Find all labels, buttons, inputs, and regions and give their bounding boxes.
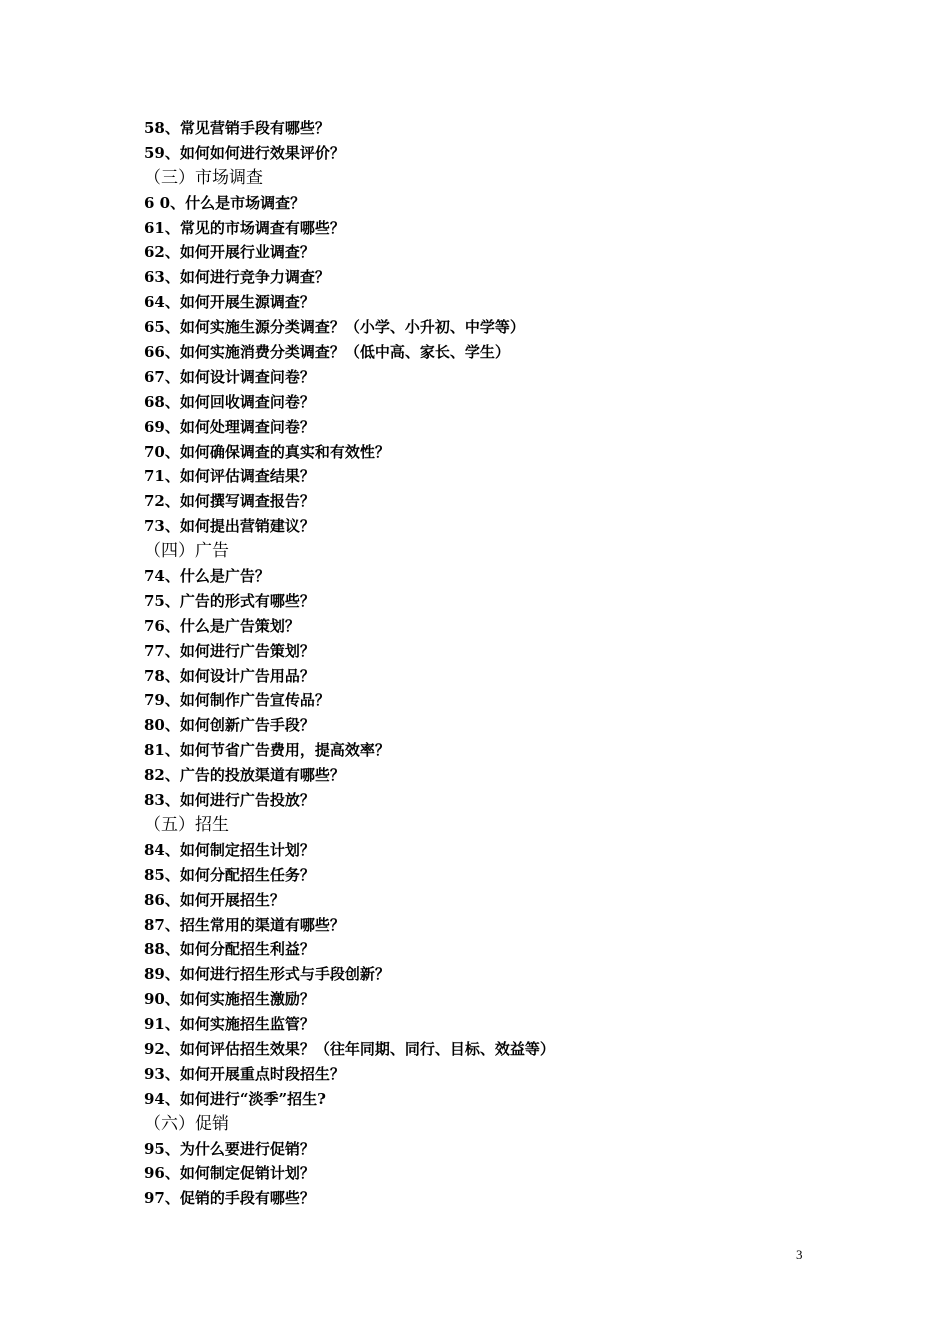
question-item: 92、如何评估招生效果？（往年同期、同行、目标、效益等） <box>144 1039 555 1058</box>
section-heading: （六）促销 <box>144 1113 229 1134</box>
question-item: 67、如何设计调查问卷？ <box>144 367 315 386</box>
question-item: 79、如何制作广告宣传品？ <box>144 691 330 710</box>
question-item: 94、如何进行“淡季”招生? <box>144 1089 326 1108</box>
question-item: 78、如何设计广告用品？ <box>144 666 315 685</box>
question-item: 86、如何开展招生？ <box>144 890 285 909</box>
section-heading: （四）广告 <box>144 541 229 562</box>
question-item: 87、招生常用的渠道有哪些？ <box>144 915 345 934</box>
question-item: 97、促销的手段有哪些？ <box>144 1189 315 1208</box>
question-list <box>144 116 844 1211</box>
question-item: 80、如何创新广告手段？ <box>144 716 315 735</box>
question-item: 81、如何节省广告费用，提高效率？ <box>144 741 390 760</box>
page-number: 3 <box>796 1247 803 1262</box>
question-item: 66、如何实施消费分类调查？（低中高、家长、学生） <box>144 343 510 362</box>
question-item: 93、如何开展重点时段招生？ <box>144 1064 345 1083</box>
question-item: 71、如何评估调查结果？ <box>144 467 315 486</box>
question-item: 88、如何分配招生利益？ <box>144 940 315 959</box>
question-item: 58、常见营销手段有哪些？ <box>144 119 330 137</box>
question-item: 6 0、什么是市场调查？ <box>144 193 306 212</box>
question-item: 82、广告的投放渠道有哪些？ <box>144 766 345 785</box>
section-heading: （五）招生 <box>144 814 229 835</box>
question-item: 89、如何进行招生形式与手段创新？ <box>144 965 390 984</box>
question-item: 64、如何开展生源调查？ <box>144 293 315 312</box>
question-item: 70、如何确保调查的真实和有效性？ <box>144 442 390 461</box>
section-heading: （三）市场调查 <box>144 167 263 188</box>
question-item: 59、如何如何进行效果评价？ <box>144 143 345 162</box>
question-item: 85、如何分配招生任务？ <box>144 865 315 884</box>
question-item: 63、如何进行竞争力调查？ <box>144 268 330 287</box>
question-item: 61、常见的市场调查有哪些？ <box>144 218 345 237</box>
question-item: 96、如何制定促销计划？ <box>144 1164 315 1183</box>
question-item: 75、广告的形式有哪些？ <box>144 591 315 610</box>
question-item: 91、如何实施招生监管？ <box>144 1015 315 1034</box>
question-item: 62、如何开展行业调查？ <box>144 243 315 262</box>
question-item: 69、如何处理调查问卷？ <box>144 417 315 436</box>
question-item: 77、如何进行广告策划？ <box>144 641 315 660</box>
question-item: 83、如何进行广告投放？ <box>144 791 315 810</box>
question-item: 68、如何回收调查问卷？ <box>144 392 315 411</box>
question-item: 73、如何提出营销建议？ <box>144 517 315 536</box>
question-item: 90、如何实施招生激励？ <box>144 990 315 1009</box>
question-item: 95、为什么要进行促销？ <box>144 1139 315 1158</box>
question-item: 76、什么是广告策划？ <box>144 616 300 635</box>
question-item: 84、如何制定招生计划？ <box>144 840 315 859</box>
question-item: 65、如何实施生源分类调查？（小学、小升初、中学等） <box>144 318 525 337</box>
question-item: 72、如何撰写调查报告？ <box>144 492 315 511</box>
question-item: 74、什么是广告？ <box>144 567 270 586</box>
